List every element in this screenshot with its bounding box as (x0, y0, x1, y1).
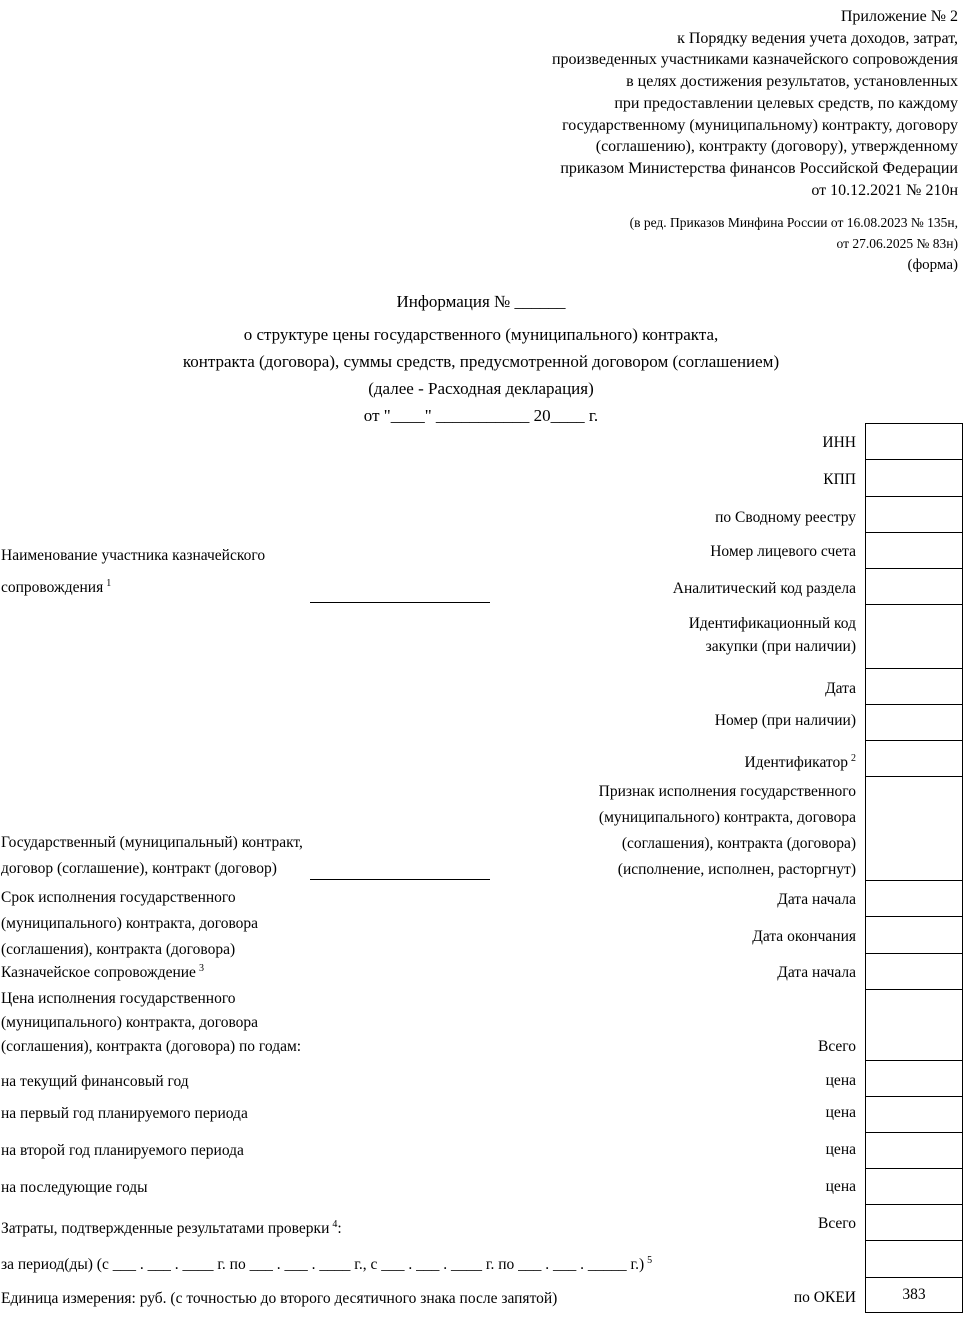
input-box-kpp[interactable] (865, 459, 963, 496)
footnote-ref-2: 2 (851, 753, 856, 764)
label-text: за период(ды) (с ___ . ___ . ____ г. по ___ . ___ . ____ г., с ___ . ___ . ____ г. по ___ . ___ . _____ г.) (1, 1256, 645, 1274)
input-box-execution-status[interactable] (865, 776, 963, 880)
label-line: (исполнение, исполнен, расторгнут) (617, 861, 856, 878)
label-date-end-term: Дата окончания (752, 928, 856, 945)
label-execution-price (1, 987, 301, 1059)
label-text: Затраты, подтвержденные результатами проверки (1, 1220, 330, 1238)
header-line: при предоставлении целевых средств, по каждому (614, 94, 958, 112)
label-text: : (337, 1220, 342, 1238)
label-consolidated-register: по Сводному реестру (715, 509, 856, 526)
amendment-note (258, 212, 958, 254)
label-line: закупки (при наличии) (705, 638, 856, 655)
label-line: (соглашения), контракта (договора) (621, 835, 856, 852)
header-line: приказом Министерства финансов Российской Федерации (560, 159, 958, 177)
header-line: (соглашению), контракту (договору), утвержденному (595, 138, 958, 156)
label-line: (муниципального) контракта, договора (1, 1014, 259, 1031)
label-date-start-term: Дата начала (777, 891, 856, 908)
label-okei: по ОКЕИ (793, 1289, 856, 1306)
label-personal-account: Номер лицевого счета (710, 543, 856, 560)
amendment-line: от 27.06.2025 № 83н) (836, 236, 958, 251)
label-year-first: на первый год планируемого периода (1, 1105, 248, 1122)
input-box-price-current[interactable] (865, 1060, 963, 1096)
header-line: Приложение № 2 (840, 8, 958, 25)
label-line: (муниципального) контракта, договора (1, 915, 259, 932)
label-purchase-id-code (689, 612, 856, 658)
label-date-start-treasury: Дата начала (777, 964, 856, 981)
header-line: произведенных участниками казначейского сопровождения (551, 51, 958, 69)
label-line: Срок исполнения государственного (1, 889, 236, 906)
input-box-period[interactable] (865, 1240, 963, 1277)
label-period (1, 1248, 652, 1278)
title-line: (далее - Расходная декларация) (368, 379, 594, 398)
label-line: Наименование участника казначейского (1, 547, 266, 564)
label-line: Признак исполнения государственного (598, 783, 856, 800)
label-identifier (744, 747, 856, 774)
contract-fill-line[interactable] (310, 879, 490, 880)
header-line: государственному (муниципальному) контракту, договору (562, 116, 958, 134)
input-box-total-price[interactable] (865, 989, 963, 1060)
label-total-costs: Всего (817, 1215, 856, 1232)
label-costs-confirmed (1, 1212, 342, 1242)
label-line: Цена исполнения государственного (1, 990, 236, 1007)
input-box-personal-account[interactable] (865, 532, 963, 568)
label-date: Дата (825, 680, 856, 697)
title-number-line: Информация № ______ (396, 292, 566, 311)
label-line: (соглашения), контракта (договора) по годам: (1, 1038, 302, 1055)
label-price-second: цена (825, 1141, 856, 1158)
input-box-number[interactable] (865, 704, 963, 740)
input-box-date-start-term[interactable] (865, 880, 963, 916)
input-box-purchase-id-code[interactable] (865, 604, 963, 668)
input-box-total-costs[interactable] (865, 1204, 963, 1240)
input-box-okei[interactable] (865, 1277, 963, 1313)
input-box-inn[interactable] (865, 423, 963, 459)
input-box-date[interactable] (865, 668, 963, 704)
label-line: (муниципального) контракта, договора (598, 809, 856, 826)
label-line: Идентификационный код (688, 615, 856, 632)
participant-name-fill-line[interactable] (310, 602, 490, 603)
label-analytic-code: Аналитический код раздела (672, 580, 856, 597)
input-box-date-start-treasury[interactable] (865, 953, 963, 989)
appendix-header (258, 6, 958, 201)
label-treasury-support (1, 956, 204, 986)
title-date-line: от "____" ___________ 20____ г. (363, 406, 599, 425)
label-execution-status (599, 779, 856, 883)
title-line: контракта (договора), суммы средств, предусмотренной договором (соглашением) (182, 352, 780, 371)
label-price-current: цена (825, 1072, 856, 1089)
input-box-identifier[interactable] (865, 740, 963, 776)
footnote-ref-4: 4 (332, 1219, 338, 1230)
label-participant-name (1, 542, 265, 602)
document-title (0, 288, 962, 429)
input-box-analytic-code[interactable] (865, 568, 963, 604)
label-unit-of-measure: Единица измерения: руб. (с точностью до второго десятичного знака после запятой) (1, 1290, 558, 1307)
amendment-line: (в ред. Приказов Минфина России от 16.08.2023 № 135н, (629, 215, 958, 230)
input-box-date-end-term[interactable] (865, 916, 963, 953)
label-year-current: на текущий финансовый год (1, 1073, 189, 1090)
footnote-ref-1: 1 (106, 578, 112, 589)
footnote-ref-5: 5 (647, 1255, 653, 1266)
label-text: Казначейское сопровождение (1, 964, 196, 982)
label-text: Идентификатор (744, 754, 848, 772)
label-year-second: на второй год планируемого периода (1, 1142, 244, 1159)
label-term (1, 885, 258, 963)
label-inn: ИНН (822, 434, 856, 451)
title-line: о структуре цены государственного (муниципального) контракта, (243, 325, 719, 344)
label-kpp: КПП (823, 471, 856, 488)
label-price-first: цена (825, 1104, 856, 1121)
okei-value: 383 (902, 1286, 926, 1303)
label-year-next: на последующие годы (1, 1179, 148, 1196)
header-line: в целях достижения результатов, установленных (626, 73, 958, 91)
label-text: сопровождения (1, 579, 104, 597)
header-line: от 10.12.2021 № 210н (811, 181, 958, 199)
label-line: Государственный (муниципальный) контракт, (1, 834, 303, 851)
label-total-price: Всего (817, 1038, 856, 1055)
label-price-next: цена (825, 1178, 856, 1195)
input-box-price-next[interactable] (865, 1168, 963, 1204)
label-line: (соглашения), контракта (договора) (1, 941, 236, 958)
label-contract (1, 830, 303, 882)
label-line: договор (соглашение), контракт (договор) (1, 860, 277, 877)
label-line (1, 570, 265, 602)
header-line: к Порядку ведения учета доходов, затрат, (677, 29, 958, 47)
input-box-price-second[interactable] (865, 1132, 963, 1168)
forma-label: (форма) (907, 257, 958, 273)
input-box-consolidated-register[interactable] (865, 496, 963, 532)
footnote-ref-3: 3 (198, 963, 204, 974)
label-number: Номер (при наличии) (714, 712, 856, 729)
input-box-column (865, 423, 963, 1313)
input-box-price-first[interactable] (865, 1096, 963, 1132)
